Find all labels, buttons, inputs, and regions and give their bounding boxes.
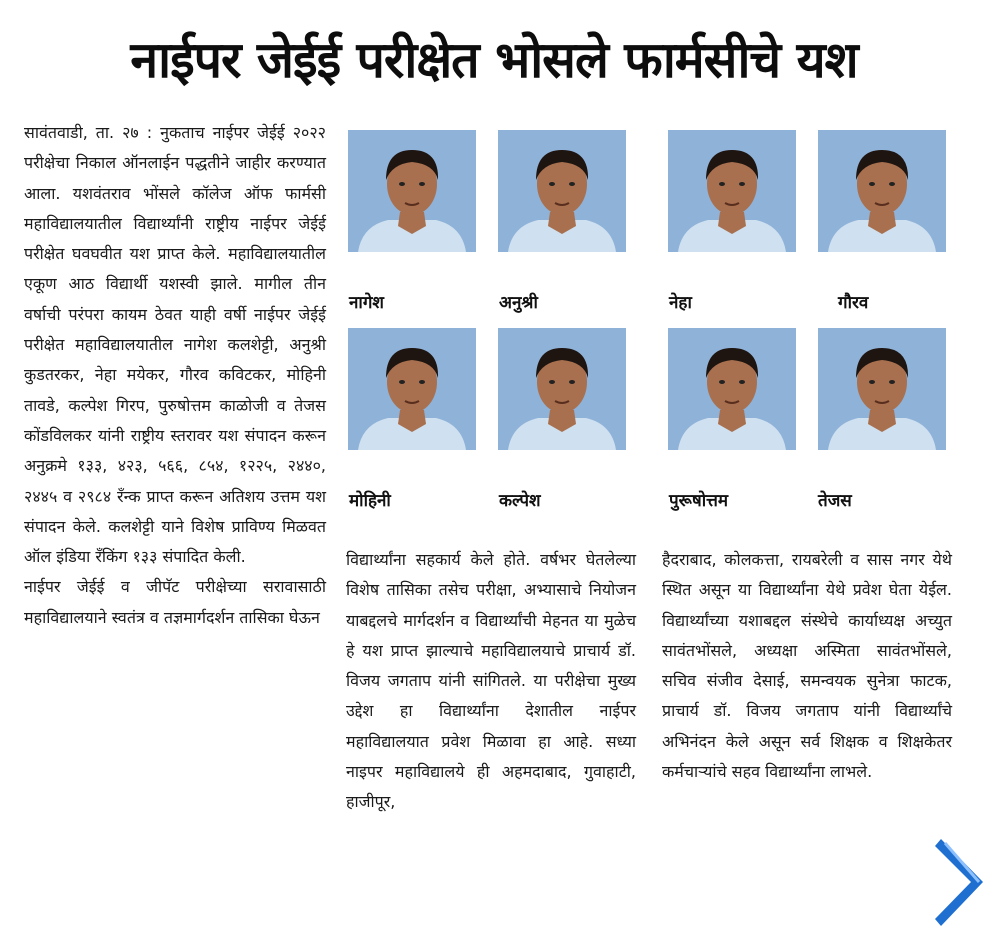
article-column-3: हैदराबाद, कोलकत्ता, रायबरेली व सास नगर येथे स्थित असून या विद्यार्थ्यांना येथे प्रवेश घेता येईल. विद्यार्थ्यांच्या यशाबद्दल संस्थेचे कार्याध्यक्ष अच्युत सावंतभोंसले, अध्यक्षा अस्मिता सावंतभोंसले, सचिव संजीव देसाई, समन्वयक सुनेत्रा फाटक, प्राचार्य डॉ. विजय जगताप यांनी विद्यार्थ्यांचे अभिनंदन केले असून सर्व शिक्षक व शिक्षकेतर कर्मचाऱ्यांचे सहव विद्यार्थ्यांना लाभले. — [662, 550, 952, 782]
headline: नाईपर जेईई परीक्षेत भोसले फार्मसीचे यश — [130, 31, 858, 89]
chevron-right-icon[interactable] — [935, 835, 988, 930]
student-name: कल्पेश — [499, 491, 541, 511]
student-photo — [818, 328, 946, 450]
student-name: तेजस — [818, 491, 852, 511]
student-name: पुरूषोत्तम — [669, 491, 729, 511]
student-name: गौरव — [838, 293, 869, 313]
student-name: अनुश्री — [499, 293, 538, 313]
student-name: नेहा — [669, 293, 692, 313]
student-name: मोहिनी — [349, 491, 391, 511]
student-photo — [498, 130, 626, 252]
student-name: नागेश — [349, 293, 384, 313]
student-photo — [348, 328, 476, 450]
student-photo — [818, 130, 946, 252]
student-photo — [668, 328, 796, 450]
student-photo — [498, 328, 626, 450]
student-photo — [668, 130, 796, 252]
article-column-1: सावंतवाडी, ता. २७ : नुकताच नाईपर जेईई २०२२ परीक्षेचा निकाल ऑनलाईन पद्धतीने जाहीर करण्यात आला. यशवंतराव भोंसले कॉलेज ऑफ फार्मसी महाविद्यालयातील विद्यार्थ्यांनी राष्ट्रीय नाईपर जेईई परीक्षेत घवघवीत यश प्राप्त केले. महाविद्यालयातील एकूण आठ विद्यार्थी यशस्वी झाले. मागील तीन वर्षाची परंपरा कायम ठेवत याही वर्षी नाईपर जेईई परीक्षेत महाविद्यालयातील नागेश कलशेट्टी, अनुश्री कुडतरकर, नेहा मयेकर, गौरव कविटकर, मोहिनी तावडे, कल्पेश गिरप, पुरुषोत्तम काळोजी व तेजस कोंडविलकर यांनी राष्ट्रीय स्तरावर यश संपादन करून अनुक्रमे १३३, ४२३, ५६६, ८५४, १२२५, २४४०, २४४५ व २९८४ रँन्क प्राप्त करून अतिशय उत्तम यश संपादन केले. कलशेट्टी याने विशेष प्राविण्य मिळवत ऑल इंडिया रँकिंग १३३ संपादित केली. नाईपर जेईई व जीपॅट परीक्षेच्या सरावासाठी महाविद्यालयाने स्वतंत्र व तज्ञमार्गदर्शन तासिका घेऊन — [24, 123, 326, 627]
student-photo — [348, 130, 476, 252]
article-column-2: विद्यार्थ्यांना सहकार्य केले होते. वर्षभर घेतलेल्या विशेष तासिका तसेच परीक्षा, अभ्यासाचे नियोजन याबद्दलचे मार्गदर्शन व विद्यार्थ्यांची मेहनत या मुळेच हे यश प्राप्त झाल्याचे महाविद्यालयाचे प्राचार्य डॉ. विजय जगताप यांनी सांगितले. या परीक्षेचा मुख्य उद्देश हा विद्यार्थ्यांना देशातील नाईपर महाविद्यालयात प्रवेश मिळावा हा आहे. सध्या नाइपर महाविद्यालये ही अहमदाबाद, गुवाहाटी, हाजीपूर, — [346, 550, 636, 812]
